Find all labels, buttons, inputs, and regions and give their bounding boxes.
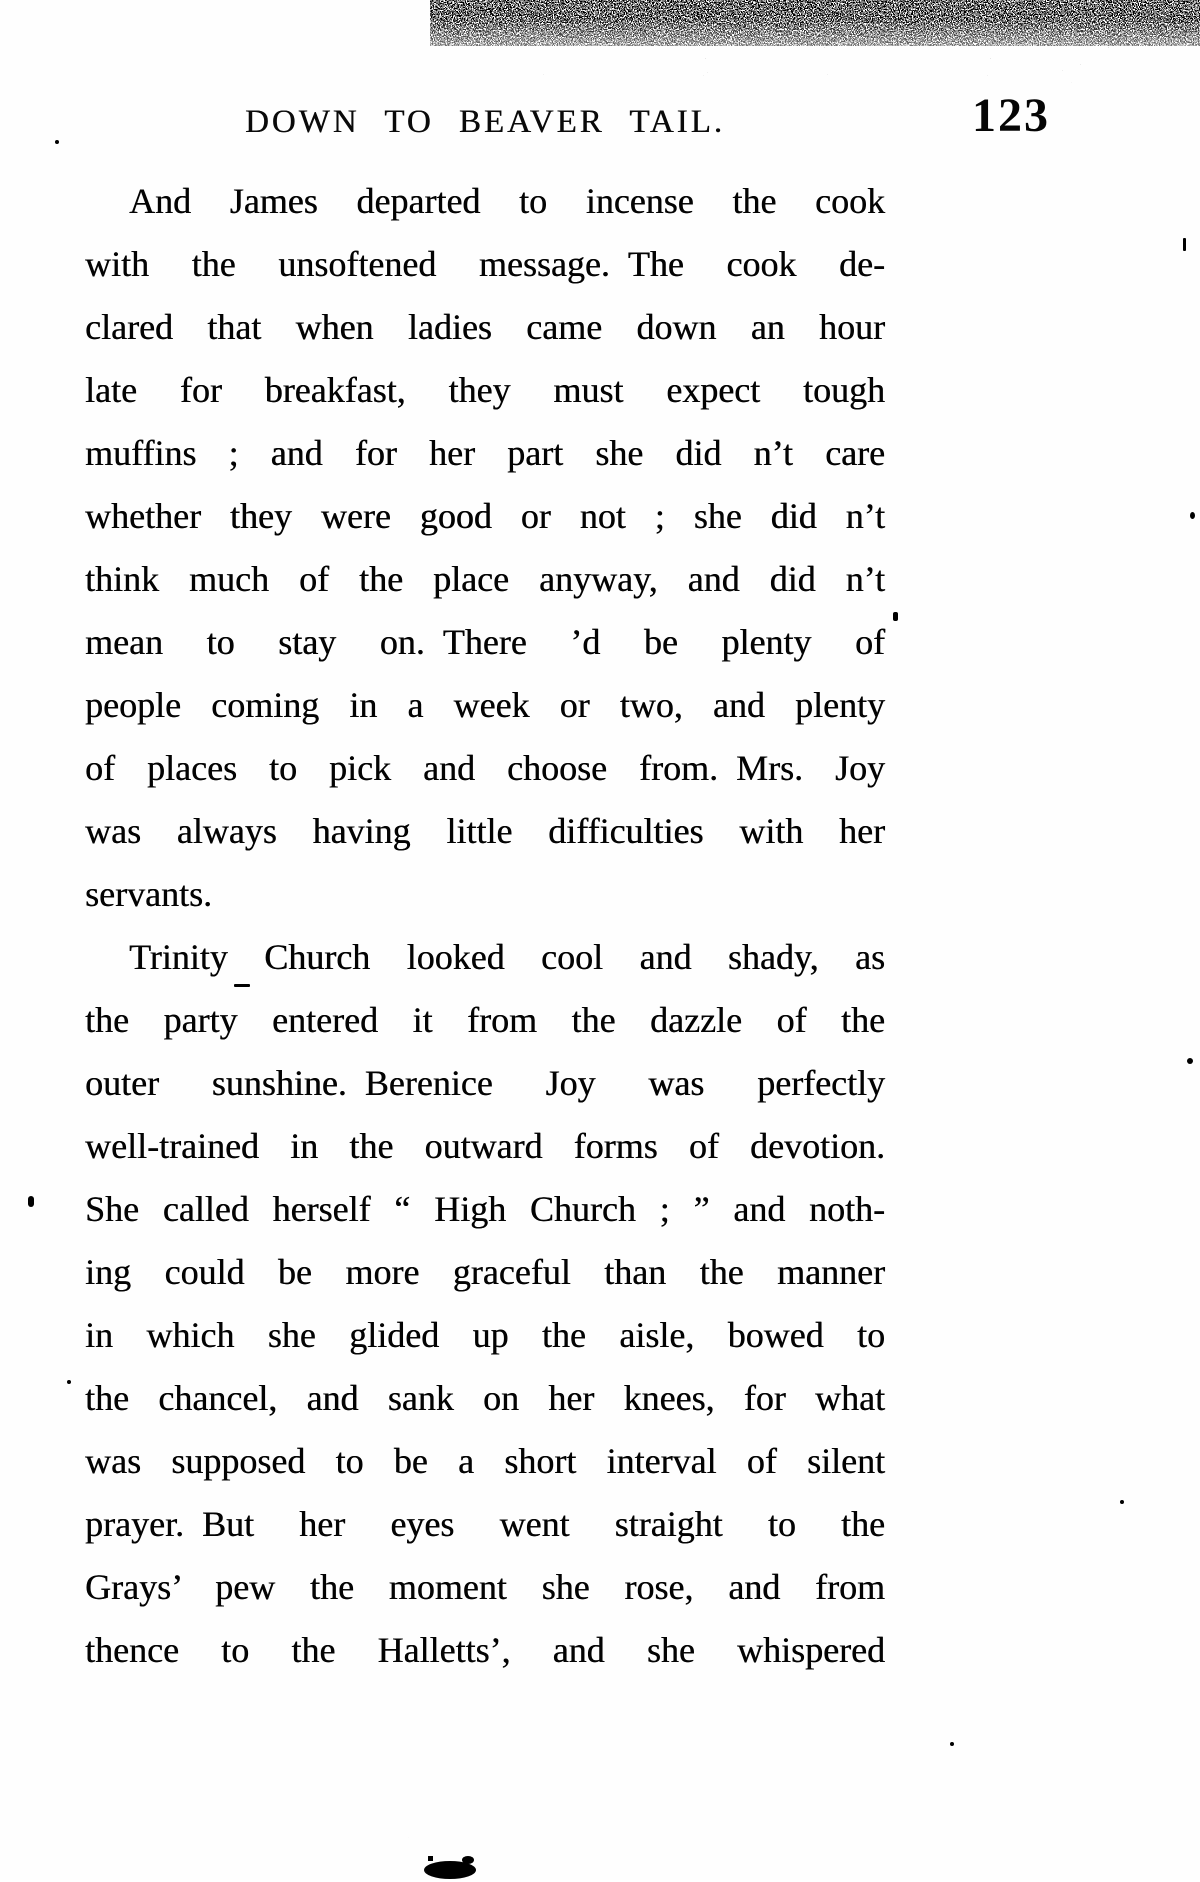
- text-line: was always having little difficulties with her: [85, 811, 885, 851]
- ink-speck: [1120, 1500, 1124, 1504]
- text-line: She called herself “ High Church ; ” and noth-: [85, 1189, 885, 1229]
- text-line: clared that when ladies came down an hour: [85, 307, 885, 347]
- text-line: ing could be more graceful than the manner: [85, 1252, 885, 1292]
- text-line: Trinity Church looked cool and shady, as: [129, 937, 885, 977]
- ink-speck: [1187, 1058, 1193, 1064]
- ink-speck: [234, 984, 250, 987]
- text-line: in which she glided up the aisle, bowed to: [85, 1315, 885, 1355]
- ink-speck: [55, 140, 59, 144]
- text-line: mean to stay on. There ’d be plenty of: [85, 622, 885, 662]
- ink-speck: [1190, 512, 1195, 519]
- text-line: the chancel, and sank on her knees, for what: [85, 1378, 885, 1418]
- text-column: [85, 170, 885, 1682]
- text-line: the party entered it from the dazzle of the: [85, 1000, 885, 1040]
- page-number: 123: [972, 89, 1050, 142]
- ink-blot: [398, 1830, 508, 1882]
- text-line: outer sunshine. Berenice Joy was perfectly: [85, 1063, 885, 1103]
- text-line: of places to pick and choose from. Mrs. Joy: [85, 748, 885, 788]
- text-line: whether they were good or not ; she did n’t: [85, 496, 885, 536]
- text-line: prayer. But her eyes went straight to the: [85, 1504, 885, 1544]
- ink-speck: [893, 612, 898, 621]
- text-line: well-trained in the outward forms of devotion.: [85, 1126, 885, 1166]
- text-line: think much of the place anyway, and did n’t: [85, 559, 885, 599]
- ink-speck: [67, 1380, 71, 1384]
- text-line: late for breakfast, they must expect tough: [85, 370, 885, 410]
- text-line: Grays’ pew the moment she rose, and from: [85, 1567, 885, 1607]
- text-line: with the unsoftened message. The cook de-: [85, 244, 885, 284]
- ink-speck: [28, 1196, 34, 1207]
- text-line: servants.: [85, 874, 212, 914]
- scan-noise-top: [430, 0, 1200, 96]
- ink-speck: [1183, 238, 1186, 251]
- running-title: DOWN TO BEAVER TAIL.: [244, 104, 726, 140]
- text-line: And James departed to incense the cook: [129, 181, 885, 221]
- ink-speck: [950, 1742, 954, 1746]
- text-line: thence to the Halletts’, and she whispered: [85, 1630, 885, 1670]
- text-line: muffins ; and for her part she did n’t care: [85, 433, 885, 473]
- text-line: people coming in a week or two, and plenty: [85, 685, 885, 725]
- text-line: was supposed to be a short interval of silent: [85, 1441, 885, 1481]
